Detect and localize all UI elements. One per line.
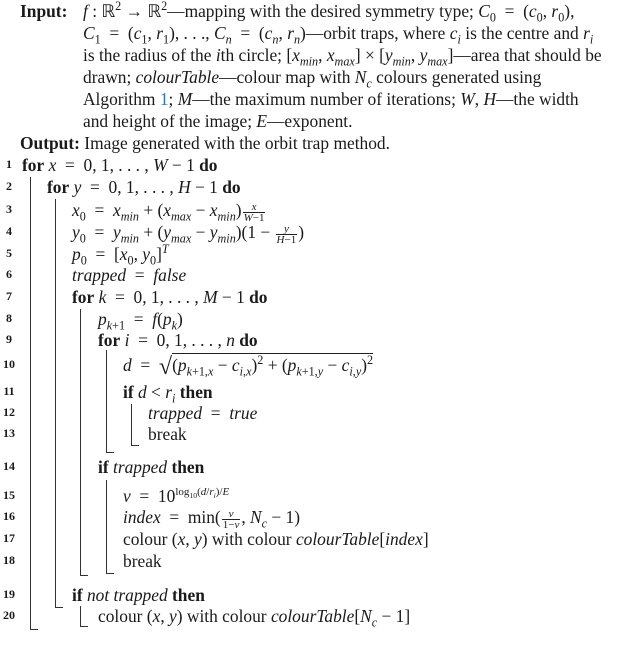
code-line-9: for i = 0, 1, . . . , n do (98, 330, 258, 350)
line-number: 12 (3, 405, 15, 419)
input-line-3: is the radius of the ith circle; [$x_{min}$, $x_{max}] \times [y_{min}$, $y_{max}]—area$ that should be (83, 45, 602, 69)
block-rule-level-5-end (131, 445, 139, 446)
block-rule-level-2 (55, 199, 56, 607)
code-line-6: trapped = false (72, 265, 187, 285)
line-number: 7 (6, 289, 12, 303)
code-line-13: break (148, 424, 187, 444)
block-rule-level-3 (80, 309, 81, 575)
line-number: 19 (3, 587, 15, 601)
code-line-14: if trapped then (98, 457, 205, 477)
input-line-5: Algorithm 1; M—the maximum number of iterations; W, H—the width (83, 89, 579, 109)
code-line-15: $v = 10^{log_{10}(d/r_i)/E}$ (123, 486, 230, 506)
line-number: 11 (3, 384, 15, 398)
algorithm-reference-link[interactable]: 1 (159, 89, 169, 109)
line-number: 8 (6, 311, 12, 325)
code-line-1: for x = 0, 1, . . . , W − 1 do (22, 155, 218, 175)
code-line-3: $x_0 = x_{min} + (x_{max} - x_{min})$ $\frac{x}{W-1}$ (72, 200, 265, 224)
line-number: 6 (6, 267, 12, 281)
input-label: Input: (20, 1, 68, 21)
line-number: 15 (3, 488, 15, 502)
block-rule-level-1 (30, 177, 31, 629)
line-number: 5 (6, 246, 12, 260)
code-line-17: colour (x, y) with colour colourTable[index] (123, 529, 429, 549)
block-rule-level-3-end (80, 575, 88, 576)
block-rule-level-1-end (30, 629, 38, 630)
code-line-7: for k = 0, 1, . . . , M − 1 do (72, 287, 268, 307)
block-rule-level-4 (106, 350, 107, 452)
code-line-8: $p_{k+1} = f(p_k)$ (98, 309, 183, 333)
line-number: 1 (6, 157, 12, 171)
block-rule-if-trapped (106, 480, 107, 573)
output-label: Output: (20, 133, 80, 153)
line-number: 2 (6, 179, 12, 193)
code-line-12: trapped = true (148, 403, 258, 423)
input-line-2: $C_1 = (c_1$, $r_1$), . . ., $C_n = (c_n$, $r_n)—orbit$ traps, where $c_i$ is the centre and $r_i$ (83, 23, 594, 47)
line-number: 18 (3, 553, 15, 567)
code-line-16: index = min( $\frac{v}{1-v}$ , $N_c - 1$) (123, 507, 301, 531)
block-rule-if-trapped-end (106, 573, 114, 574)
line-number: 9 (6, 332, 12, 346)
input-line-6: and height of the image; E—exponent. (83, 111, 353, 131)
line-number: 3 (6, 202, 12, 216)
block-rule-if-not-trapped (80, 606, 81, 626)
code-line-19: if not trapped then (72, 585, 205, 605)
code-line-10: $d = √(p_{k+1,x} - c_{i,x})^2 + (p_{k+1,y} - c_{i,y})^2$ (123, 353, 374, 380)
line-number: 13 (3, 426, 15, 440)
code-line-18: break (123, 551, 162, 571)
line-number: 20 (3, 608, 15, 622)
code-line-11: if $d < r_i$ then (123, 382, 213, 406)
input-line-4: drawn; colourTable—colour map with $N_c$ colours generated using (83, 67, 542, 91)
block-rule-level-4-end (106, 452, 114, 453)
code-line-5: $p_0 = [x_0$, $y_0]^T$ (72, 242, 169, 268)
code-line-20: colour (x, y) with colour $colourTable[N_c - 1]$ (98, 606, 411, 630)
line-number: 4 (6, 224, 12, 238)
line-number: 17 (3, 531, 15, 545)
code-line-4: $y_0 = y_{min} + (y_{max} - y_{min})(1$ − $\frac{y}{H-1}$ ) (72, 222, 305, 246)
line-number: 16 (3, 509, 15, 523)
block-rule-level-5 (131, 404, 132, 445)
line-number: 14 (3, 459, 15, 473)
block-rule-if-not-trapped-end (80, 626, 88, 627)
code-line-2: for y = 0, 1, . . . , H − 1 do (47, 177, 241, 197)
output-text: Image generated with the orbit trap method. (84, 133, 390, 153)
block-rule-level-2-end (55, 607, 63, 608)
line-number: 10 (3, 357, 15, 371)
input-line-1: f : ℝ$^2$ → ℝ$^2$—mapping with the desired symmetry type; $C_0 = (c_0$, $r_0$), (83, 0, 575, 25)
